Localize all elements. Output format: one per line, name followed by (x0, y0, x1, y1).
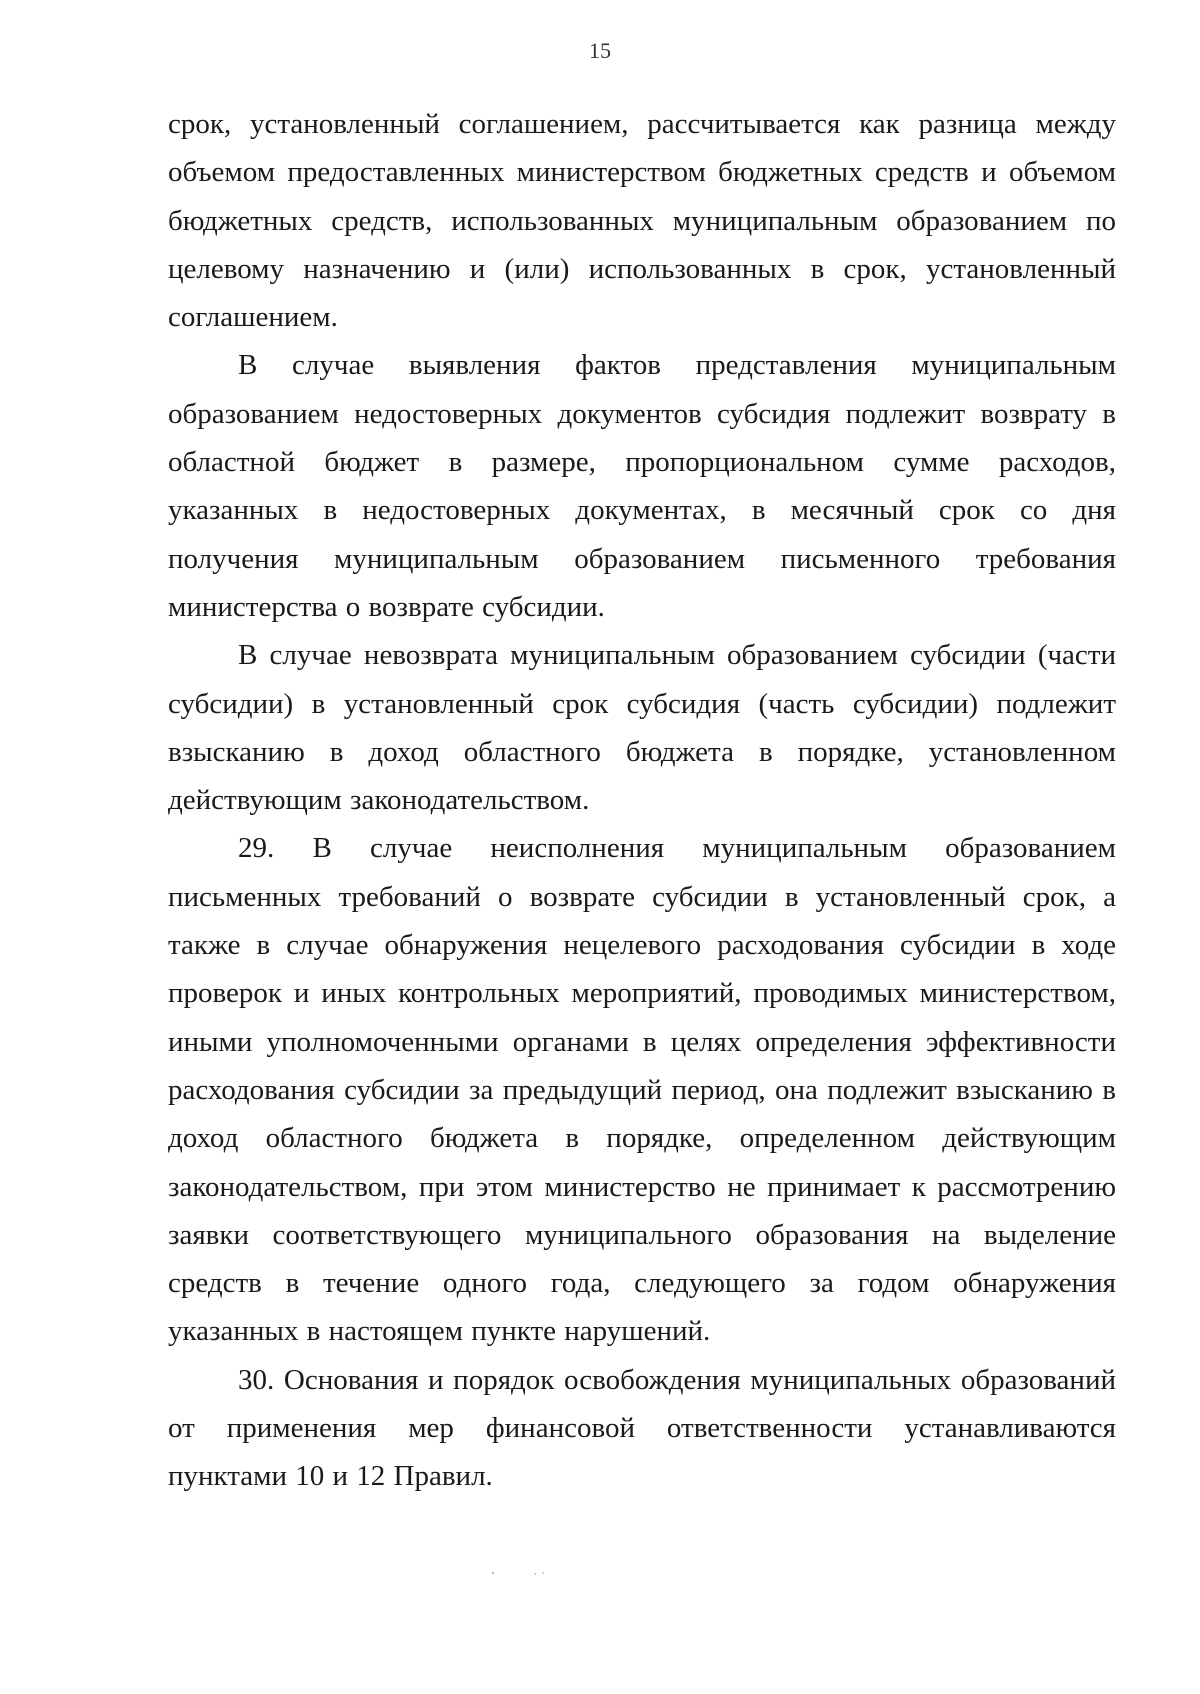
paragraph-non-return: В случае невозврата муниципальным образованием субсидии (части субсидии) в установленный срок субсидия (часть субсидии) подлежит взысканию в доход областного бюджета в порядке, установленном действующим законодательством. (168, 639, 1116, 817)
paragraph-item-29: 29. В случае неисполнения муниципальным образованием письменных требований о возврате субсидии в установленный срок, а также в случае обнаружения нецелевого расходования субсидии в ходе проверок и иных контрольных мероприятий, проводимых министерством, иными уполномоченными органами в целях определения эффективности расходования субсидии за предыдущий период, она подлежит взысканию в доход областного бюджета в порядке, определенном действующим законодательством, при этом министерство не принимает к рассмотрению заявки соответствующего муниципального образования на выделение средств в течение одного года, следующего за годом обнаружения указанных в настоящем пункте нарушений. (168, 832, 1116, 1348)
scan-artifact (490, 1570, 570, 1576)
paragraph-continuation: срок, установленный соглашением, рассчитывается как разница между объемом предоставленных министерством бюджетных средств и объемом бюджетных средств, использованных муниципальным образованием по целевому назначению и (или) использованных в срок, установленный соглашением. (168, 108, 1116, 334)
paragraph-item-30: 30. Основания и порядок освобождения муниципальных образований от применения мер финансовой ответственности устанавливаются пунктами 10 и 12 Правил. (168, 1363, 1116, 1493)
page-number: 15 (589, 38, 611, 63)
paragraph-false-documents: В случае выявления фактов представления муниципальным образованием недостоверных документов субсидия подлежит возврату в областной бюджет в размере, пропорциональном сумме расходов, указанных в недостоверных документах, в месячный срок со дня получения муниципальным образованием письменного требования министерства о возврате субсидии. (168, 349, 1116, 623)
document-body (168, 100, 1116, 1501)
